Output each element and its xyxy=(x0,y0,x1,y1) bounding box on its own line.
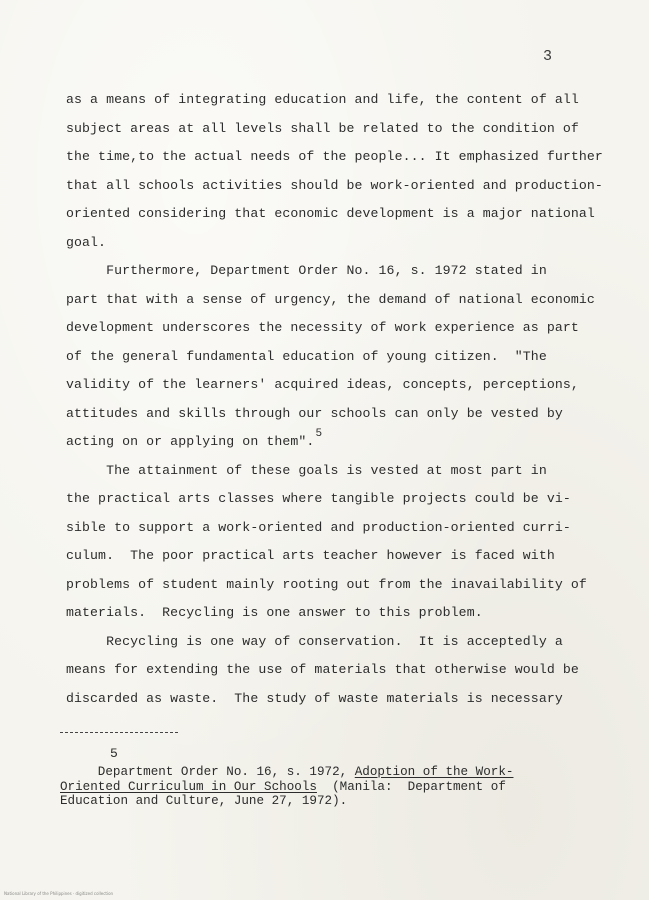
body-line: part that with a sense of urgency, the demand of national economic xyxy=(66,291,595,307)
footnote-line: Education and Culture, June 27, 1972). xyxy=(60,794,348,808)
body-line: as a means of integrating education and life, the content of all xyxy=(66,92,579,107)
footnote-line xyxy=(60,765,530,780)
footnote-divider xyxy=(60,732,178,733)
footnote-reference: 5 xyxy=(315,428,323,440)
body-line: attitudes and skills through our schools can only be vested by xyxy=(66,405,563,421)
body-line: problems of student mainly rooting out from the inavailability of xyxy=(66,576,587,592)
archive-stamp: National Library of the Philippines · digitized collection xyxy=(4,891,114,896)
footnote-title-part: Adoption of the Work- xyxy=(354,765,514,779)
body-line: Furthermore, Department Order No. 16, s. 1972 stated in xyxy=(66,263,547,278)
body-line: The attainment of these goals is vested at most part in xyxy=(66,462,547,478)
footnote-prefix: Department Order No. 16, s. 1972, xyxy=(60,765,355,779)
body-line: the time,to the actual needs of the people... It emphasized further xyxy=(66,149,603,164)
footnote-title-part: Oriented Curriculum in Our Schools xyxy=(60,779,317,794)
body-line: of the general fundamental education of young citizen. "The xyxy=(66,348,547,364)
body-line: means for extending the use of materials that otherwise would be xyxy=(66,662,579,677)
footnote-line xyxy=(60,780,530,795)
body-line: sible to support a work-oriented and production-oriented curri- xyxy=(66,519,571,535)
body-line-with-footnote xyxy=(66,428,566,457)
footnote-mark: 5 xyxy=(110,746,118,761)
body-line: materials. Recycling is one answer to this problem. xyxy=(66,605,483,620)
body-line: oriented considering that economic development is a major national xyxy=(66,206,595,221)
body-line: Recycling is one way of conservation. It is acceptedly a xyxy=(66,633,563,649)
body-line: discarded as waste. The study of waste materials is necessary xyxy=(66,690,563,706)
body-line: subject areas at all levels shall be related to the condition of xyxy=(66,120,579,136)
body-line: validity of the learners' acquired ideas, concepts, perceptions, xyxy=(66,377,579,392)
footnote-publisher: (Manila: Department of xyxy=(316,779,506,794)
body-line: culum. The poor practical arts teacher however is faced with xyxy=(66,548,555,563)
body-text xyxy=(66,86,603,713)
body-line: that all schools activities should be work-oriented and production- xyxy=(66,177,603,193)
body-line-text: acting on or applying on them". xyxy=(66,434,315,449)
page-number: 3 xyxy=(543,48,553,65)
body-line: development underscores the necessity of work experience as part xyxy=(66,320,579,335)
footnote xyxy=(60,765,530,809)
body-line: goal. xyxy=(66,234,107,250)
body-line: the practical arts classes where tangible projects could be vi- xyxy=(66,491,571,506)
